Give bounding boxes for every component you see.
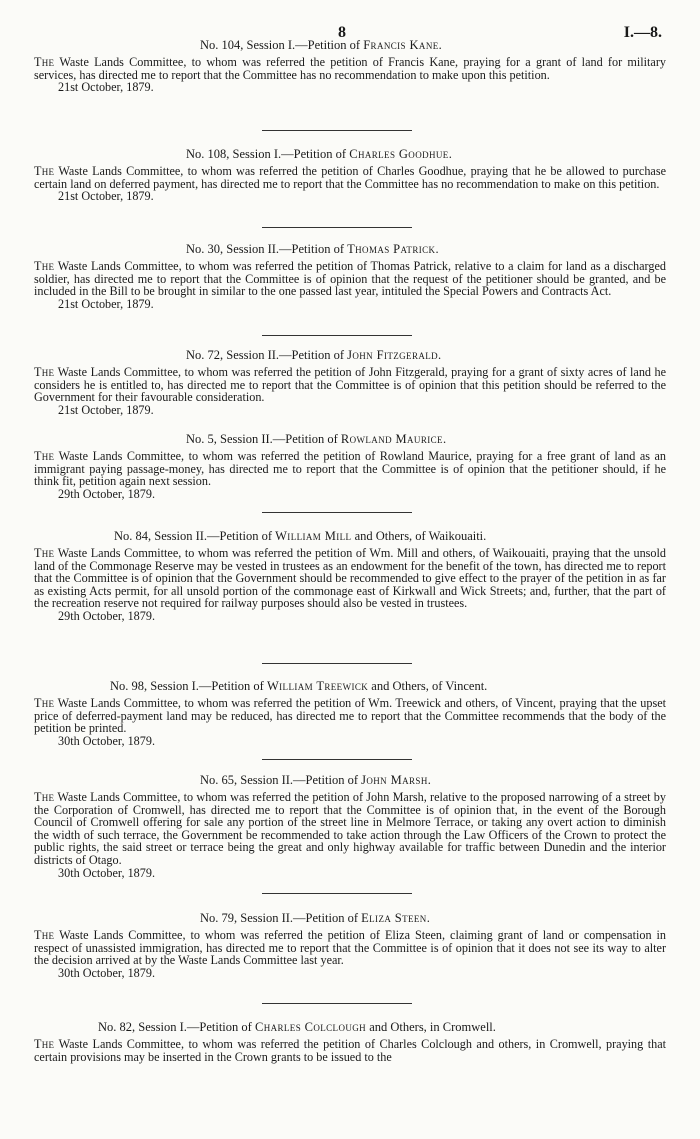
petition-block xyxy=(34,147,666,203)
petition-date: 30th October, 1879. xyxy=(58,733,155,748)
petitioner-name: Francis Kane xyxy=(363,38,439,52)
petitioner-name: Eliza Steen xyxy=(361,911,427,925)
petition-text: The Waste Lands Committee, to whom was referred the petition of Thomas Patrick, relative to a claim for land as a discharged soldier, has directed me to report that the Committee is of opinion that the request of the petitioner should be granted, and be included in the Bill to be brought in similar to the one passed last year, intituled the Special Powers and Contracts Act. xyxy=(34,259,666,299)
petition-text: The Waste Lands Committee, to whom was referred the petition of Rowland Maurice, praying for a free grant of land as an immigrant paying passage-money, has directed me to report that the Committee is of opinion that the petitioner should, if he think fit, petition again next session. xyxy=(34,449,666,489)
petitioner-name: Thomas Patrick xyxy=(347,242,436,256)
section-divider xyxy=(262,893,412,894)
page-number: 8 xyxy=(338,24,346,41)
petition-title: No. 79, Session II.—Petition of Eliza Steen. xyxy=(200,911,430,925)
petition-text: The Waste Lands Committee, to whom was referred the petition of Charles Colclough and others, in Cromwell, praying that certain provisions may be inserted in the Crown grants to be issued to the xyxy=(34,1037,666,1064)
petition-title: No. 108, Session I.—Petition of Charles Goodhue. xyxy=(186,147,452,161)
petition-date: 21st October, 1879. xyxy=(58,189,154,204)
petition-date: 21st October, 1879. xyxy=(58,402,154,417)
petition-text: The Waste Lands Committee, to whom was referred the petition of John Fitzgerald, praying for a grant of sixty acres of land he considers he is entitled to, has directed me to report that the Committee is of opinion that this petition should be referred to the Government for their favourable consideration. xyxy=(34,365,666,405)
section-divider xyxy=(262,759,412,760)
petition-text: The Waste Lands Committee, to whom was referred the petition of Wm. Mill and others, of Waikouaiti, praying that the unsold land of the Commonage Reserve may be vested in trustees as an endowment for the benefit of the town, has directed me to report that the Committee is of opinion that the Government should be recommended to give effect to the prayer of the petition in as far as existing Acts permit, for all unsold portion of the commonage east of Kirkwall and Wick Streets; and, further, that the part of the recreation reserve not required for railway purposes should also be vested in trustees. xyxy=(34,546,666,611)
petition-date: 30th October, 1879. xyxy=(58,965,155,980)
petition-text: The Waste Lands Committee, to whom was referred the petition of John Marsh, relative to the proposed narrowing of a street by the Corporation of Cromwell, has directed me to report that the Committee is of opinion that, in the event of the Borough Council of Cromwell offering for sale any portion of the street line in Melmore Terrace, or taking any overt action to diminish the width of such terrace, the Government be recommended to take action through the Law Officers of the Crown to protect the public rights, the said street or terrace being the great and only highway available for traffic between Dunedin and the interior districts of Otago. xyxy=(34,790,666,867)
petitioner-name: Rowland Maurice xyxy=(340,432,443,446)
petition-title: No. 5, Session II.—Petition of Rowland Maurice. xyxy=(186,432,447,446)
petition-title: No. 104, Session I.—Petition of Francis Kane. xyxy=(200,38,442,52)
section-divider xyxy=(262,663,412,664)
petition-text: The Waste Lands Committee, to whom was referred the petition of Charles Goodhue, praying that he be allowed to purchase certain land on deferred payment, has directed me to report that the Committee has no recommendation to make on this petition. xyxy=(34,164,666,191)
section-divider xyxy=(262,1003,412,1004)
petition-block xyxy=(34,38,666,94)
petitioner-name: Charles Colclough xyxy=(254,1020,367,1034)
petition-title: No. 98, Session I.—Petition of William Treewick and Others, of Vincent. xyxy=(110,679,488,693)
section-divider xyxy=(262,335,412,336)
petition-text: The Waste Lands Committee, to whom was referred the petition of Eliza Steen, claiming grant of land or compensation in respect of unassisted immigration, has directed me to report that the Committee is of opinion that it does not see its way to alter the decision arrived at by the Waste Lands Committee last year. xyxy=(34,928,666,968)
petition-title: No. 65, Session II.—Petition of John Marsh. xyxy=(200,773,431,787)
petitioner-name: William Mill xyxy=(275,529,352,543)
petition-title: No. 30, Session II.—Petition of Thomas Patrick. xyxy=(186,242,439,256)
petition-text: The Waste Lands Committee, to whom was referred the petition of Wm. Treewick and others, of Vincent, praying that the upset price of deferred-payment land may be reduced, has directed me to report that the Committee recommends that the body of the petition be printed. xyxy=(34,696,666,736)
petitioner-name: Charles Goodhue xyxy=(349,147,449,161)
petition-block xyxy=(34,348,666,417)
petition-title: No. 82, Session I.—Petition of Charles Colclough and Others, in Cromwell. xyxy=(98,1020,496,1034)
petition-block xyxy=(34,242,666,311)
paper-reference: I.—8. xyxy=(623,24,662,41)
petition-date: 29th October, 1879. xyxy=(58,486,155,501)
petition-text: The Waste Lands Committee, to whom was referred the petition of Francis Kane, praying for a grant of land for military services, has directed me to report that the Committee has no recommendation to make upon this petition. xyxy=(34,55,666,82)
petition-block xyxy=(34,679,666,748)
petition-date: 30th October, 1879. xyxy=(58,865,155,880)
petition-block xyxy=(34,432,666,501)
section-divider xyxy=(262,512,412,513)
petition-date: 21st October, 1879. xyxy=(58,296,154,311)
section-divider xyxy=(262,227,412,228)
petition-block xyxy=(34,1020,666,1063)
petition-block xyxy=(34,529,666,623)
petition-title: No. 72, Session II.—Petition of John Fitzgerald. xyxy=(186,348,442,362)
petition-date: 21st October, 1879. xyxy=(58,80,154,95)
section-divider xyxy=(262,130,412,131)
petition-block xyxy=(34,773,666,880)
petitioner-name: John Marsh xyxy=(361,773,428,787)
petition-date: 29th October, 1879. xyxy=(58,608,155,623)
petitioner-name: John Fitzgerald xyxy=(347,348,439,362)
petition-title: No. 84, Session II.—Petition of William Mill and Others, of Waikouaiti. xyxy=(114,529,487,543)
petition-block xyxy=(34,911,666,980)
petitioner-name: William Treewick xyxy=(266,679,369,693)
